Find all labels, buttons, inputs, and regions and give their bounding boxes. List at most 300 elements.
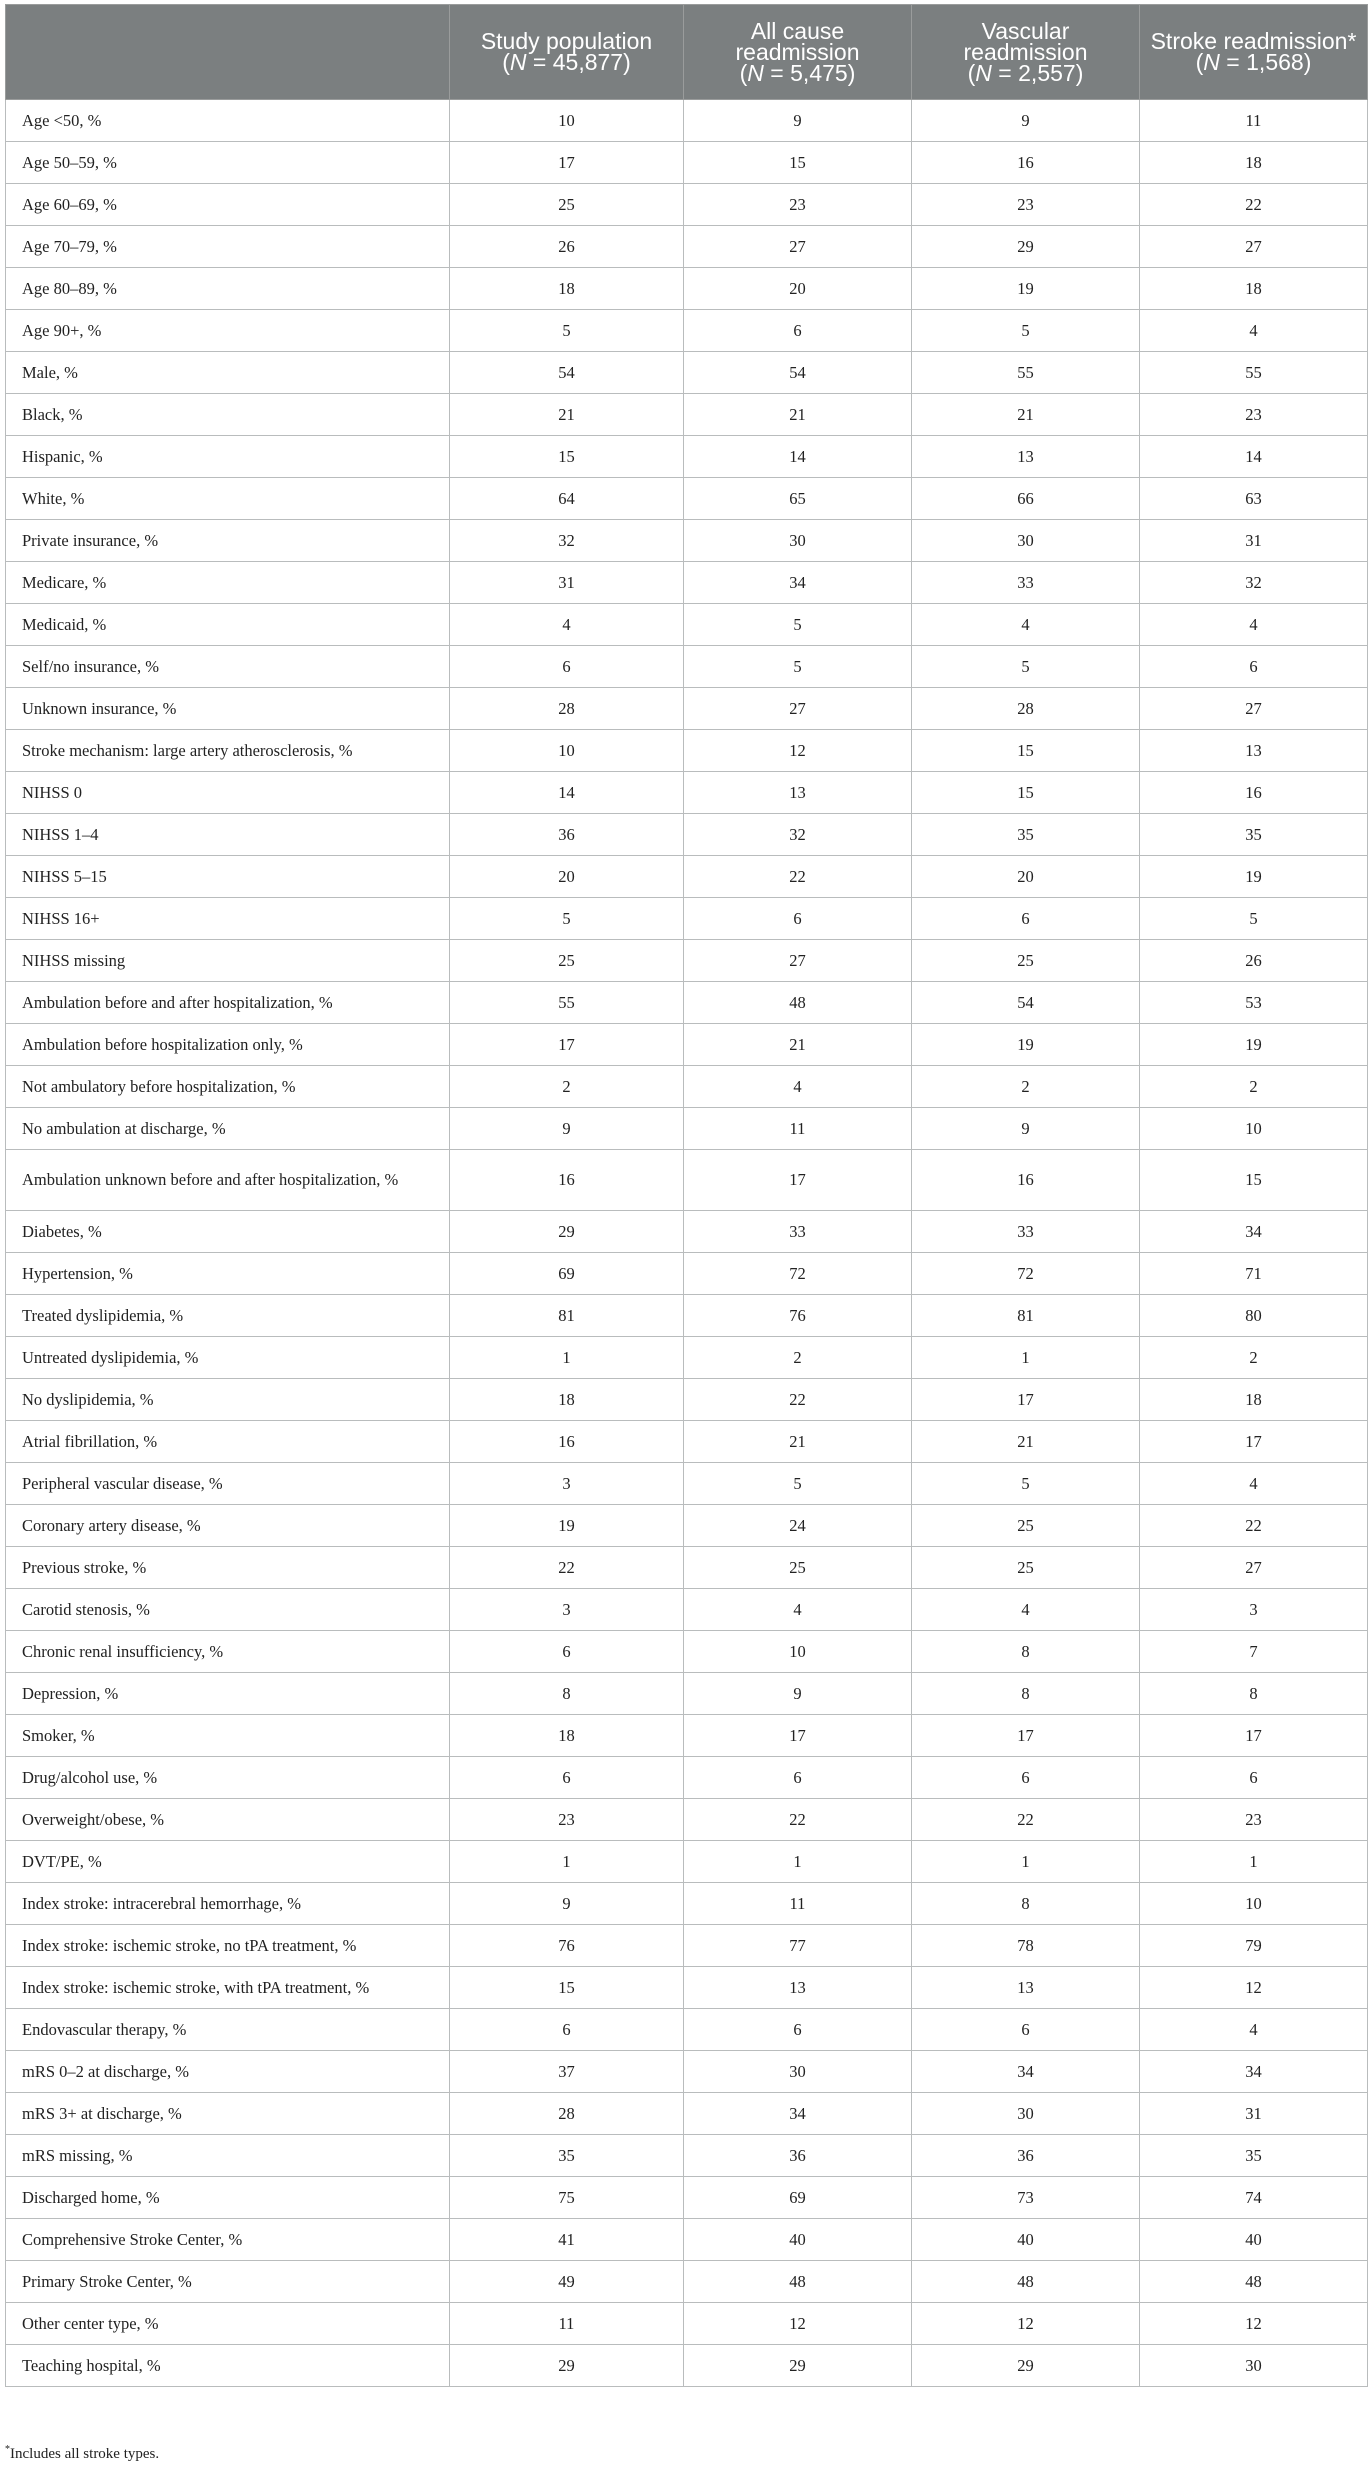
cell-value: 13	[684, 1967, 912, 2009]
row-label: Not ambulatory before hospitalization, %	[6, 1066, 450, 1108]
row-label: NIHSS 0	[6, 772, 450, 814]
row-label: Primary Stroke Center, %	[6, 2261, 450, 2303]
row-label: Self/no insurance, %	[6, 646, 450, 688]
cell-value: 5	[450, 898, 684, 940]
cell-value: 41	[450, 2219, 684, 2261]
cell-value: 23	[912, 184, 1140, 226]
row-label: Diabetes, %	[6, 1211, 450, 1253]
table-row	[6, 1253, 1368, 1295]
cell-value: 31	[1140, 520, 1368, 562]
row-label: Index stroke: ischemic stroke, with tPA treatment, %	[6, 1967, 450, 2009]
cell-value: 17	[1140, 1421, 1368, 1463]
table-row	[6, 562, 1368, 604]
cell-value: 23	[684, 184, 912, 226]
cell-value: 6	[1140, 1757, 1368, 1799]
cell-value: 6	[912, 2009, 1140, 2051]
cell-value: 69	[684, 2177, 912, 2219]
table-row	[6, 1925, 1368, 1967]
cell-value: 17	[912, 1715, 1140, 1757]
cell-value: 35	[1140, 814, 1368, 856]
cell-value: 22	[684, 856, 912, 898]
header-label: Vascular readmission	[963, 17, 1088, 65]
cell-value: 48	[684, 982, 912, 1024]
cell-value: 10	[450, 730, 684, 772]
cell-value: 29	[684, 2345, 912, 2387]
footnote: *Includes all stroke types.	[5, 2444, 160, 2462]
table-row	[6, 604, 1368, 646]
cell-value: 14	[684, 436, 912, 478]
table-row	[6, 1463, 1368, 1505]
table-header-row	[6, 5, 1368, 100]
table-row	[6, 1841, 1368, 1883]
table-row	[6, 982, 1368, 1024]
cell-value: 18	[450, 1379, 684, 1421]
cell-value: 28	[912, 688, 1140, 730]
row-label: Coronary artery disease, %	[6, 1505, 450, 1547]
cell-value: 34	[1140, 2051, 1368, 2093]
cell-value: 16	[1140, 772, 1368, 814]
cell-value: 12	[1140, 2303, 1368, 2345]
table-row	[6, 1631, 1368, 1673]
cell-value: 21	[912, 1421, 1140, 1463]
row-label: Comprehensive Stroke Center, %	[6, 2219, 450, 2261]
table-row	[6, 2177, 1368, 2219]
cell-value: 11	[684, 1108, 912, 1150]
cell-value: 14	[1140, 436, 1368, 478]
cell-value: 29	[450, 2345, 684, 2387]
cell-value: 8	[912, 1673, 1140, 1715]
cell-value: 8	[912, 1883, 1140, 1925]
cell-value: 35	[450, 2135, 684, 2177]
table-row	[6, 1150, 1368, 1211]
cell-value: 5	[684, 1463, 912, 1505]
cell-value: 3	[450, 1589, 684, 1631]
cell-value: 4	[912, 604, 1140, 646]
row-label: White, %	[6, 478, 450, 520]
cell-value: 3	[1140, 1589, 1368, 1631]
row-label: Chronic renal insufficiency, %	[6, 1631, 450, 1673]
header-stroke	[1140, 5, 1368, 100]
row-label: Age 90+, %	[6, 310, 450, 352]
cell-value: 1	[450, 1841, 684, 1883]
header-all-cause	[684, 5, 912, 100]
cell-value: 19	[912, 268, 1140, 310]
cell-value: 69	[450, 1253, 684, 1295]
row-label: Previous stroke, %	[6, 1547, 450, 1589]
cell-value: 2	[912, 1066, 1140, 1108]
cell-value: 33	[684, 1211, 912, 1253]
cell-value: 19	[1140, 856, 1368, 898]
cell-value: 30	[684, 520, 912, 562]
cell-value: 2	[1140, 1066, 1368, 1108]
cell-value: 30	[912, 520, 1140, 562]
cell-value: 11	[684, 1883, 912, 1925]
table-row	[6, 1295, 1368, 1337]
cell-value: 18	[450, 1715, 684, 1757]
table-row	[6, 2261, 1368, 2303]
cell-value: 12	[1140, 1967, 1368, 2009]
table-row	[6, 1967, 1368, 2009]
cell-value: 63	[1140, 478, 1368, 520]
cell-value: 54	[912, 982, 1140, 1024]
header-label: All cause readmission	[735, 17, 860, 65]
cell-value: 19	[912, 1024, 1140, 1066]
row-label: Other center type, %	[6, 2303, 450, 2345]
cell-value: 27	[1140, 226, 1368, 268]
table-row	[6, 1066, 1368, 1108]
cell-value: 36	[450, 814, 684, 856]
cell-value: 29	[912, 2345, 1140, 2387]
cell-value: 6	[684, 2009, 912, 2051]
cell-value: 10	[450, 100, 684, 142]
cell-value: 23	[1140, 394, 1368, 436]
cell-value: 27	[684, 940, 912, 982]
cell-value: 21	[450, 394, 684, 436]
cell-value: 81	[450, 1295, 684, 1337]
table-row	[6, 2345, 1368, 2387]
cell-value: 15	[450, 1967, 684, 2009]
row-label: mRS 3+ at discharge, %	[6, 2093, 450, 2135]
row-label: NIHSS 16+	[6, 898, 450, 940]
table-row	[6, 2093, 1368, 2135]
cell-value: 9	[912, 1108, 1140, 1150]
row-label: Index stroke: intracerebral hemorrhage, %	[6, 1883, 450, 1925]
cell-value: 20	[912, 856, 1140, 898]
cell-value: 49	[450, 2261, 684, 2303]
cell-value: 25	[450, 184, 684, 226]
row-label: Discharged home, %	[6, 2177, 450, 2219]
table-row	[6, 1799, 1368, 1841]
cell-value: 15	[684, 142, 912, 184]
table-row	[6, 1379, 1368, 1421]
cell-value: 21	[684, 1421, 912, 1463]
table-row	[6, 1547, 1368, 1589]
header-empty	[6, 5, 450, 100]
cell-value: 16	[912, 1150, 1140, 1211]
table-row	[6, 1337, 1368, 1379]
cell-value: 40	[912, 2219, 1140, 2261]
cell-value: 76	[450, 1925, 684, 1967]
cell-value: 1	[684, 1841, 912, 1883]
cell-value: 9	[450, 1883, 684, 1925]
table-row	[6, 1421, 1368, 1463]
row-label: Private insurance, %	[6, 520, 450, 562]
cell-value: 15	[450, 436, 684, 478]
cell-value: 33	[912, 1211, 1140, 1253]
cell-value: 33	[912, 562, 1140, 604]
cell-value: 20	[450, 856, 684, 898]
table-row	[6, 1211, 1368, 1253]
row-label: Age 60–69, %	[6, 184, 450, 226]
row-label: Peripheral vascular disease, %	[6, 1463, 450, 1505]
cell-value: 22	[1140, 1505, 1368, 1547]
cell-value: 34	[1140, 1211, 1368, 1253]
row-label: Teaching hospital, %	[6, 2345, 450, 2387]
row-label: mRS 0–2 at discharge, %	[6, 2051, 450, 2093]
cell-value: 18	[1140, 268, 1368, 310]
table-row	[6, 1715, 1368, 1757]
cell-value: 13	[684, 772, 912, 814]
cell-value: 8	[450, 1673, 684, 1715]
cell-value: 5	[684, 604, 912, 646]
cell-value: 30	[684, 2051, 912, 2093]
row-label: Age 70–79, %	[6, 226, 450, 268]
cell-value: 32	[450, 520, 684, 562]
row-label: Carotid stenosis, %	[6, 1589, 450, 1631]
cell-value: 31	[450, 562, 684, 604]
cell-value: 5	[684, 646, 912, 688]
cell-value: 4	[1140, 2009, 1368, 2051]
cell-value: 72	[684, 1253, 912, 1295]
table-row	[6, 646, 1368, 688]
cell-value: 34	[684, 562, 912, 604]
table-row	[6, 856, 1368, 898]
cell-value: 10	[1140, 1883, 1368, 1925]
cell-value: 22	[912, 1799, 1140, 1841]
table-row	[6, 1757, 1368, 1799]
cell-value: 17	[684, 1715, 912, 1757]
row-label: Age <50, %	[6, 100, 450, 142]
cell-value: 1	[450, 1337, 684, 1379]
cell-value: 2	[1140, 1337, 1368, 1379]
cell-value: 22	[684, 1379, 912, 1421]
cell-value: 9	[684, 1673, 912, 1715]
cell-value: 25	[450, 940, 684, 982]
cell-value: 27	[684, 226, 912, 268]
cell-value: 4	[912, 1589, 1140, 1631]
cell-value: 7	[1140, 1631, 1368, 1673]
table-row	[6, 1024, 1368, 1066]
cell-value: 55	[1140, 352, 1368, 394]
table-row	[6, 898, 1368, 940]
cell-value: 13	[912, 1967, 1140, 2009]
cell-value: 24	[684, 1505, 912, 1547]
row-label: Ambulation before hospitalization only, %	[6, 1024, 450, 1066]
cell-value: 18	[450, 268, 684, 310]
cell-value: 4	[1140, 604, 1368, 646]
cell-value: 32	[1140, 562, 1368, 604]
row-label: Atrial fibrillation, %	[6, 1421, 450, 1463]
cell-value: 74	[1140, 2177, 1368, 2219]
cell-value: 15	[1140, 1150, 1368, 1211]
cell-value: 25	[912, 940, 1140, 982]
cell-value: 5	[1140, 898, 1368, 940]
cell-value: 17	[912, 1379, 1140, 1421]
cell-value: 21	[912, 394, 1140, 436]
header-n: (N = 5,475)	[739, 59, 856, 86]
table-row	[6, 268, 1368, 310]
cell-value: 22	[684, 1799, 912, 1841]
cell-value: 71	[1140, 1253, 1368, 1295]
header-n: (N = 1,568)	[1195, 49, 1312, 75]
row-label: Unknown insurance, %	[6, 688, 450, 730]
header-label: Study population	[480, 28, 653, 54]
cell-value: 48	[1140, 2261, 1368, 2303]
table-row	[6, 2009, 1368, 2051]
row-label: Age 50–59, %	[6, 142, 450, 184]
cell-value: 4	[684, 1589, 912, 1631]
cell-value: 18	[1140, 142, 1368, 184]
cell-value: 30	[912, 2093, 1140, 2135]
table-body	[6, 100, 1368, 2387]
cell-value: 6	[450, 1631, 684, 1673]
table-row	[6, 730, 1368, 772]
cell-value: 6	[684, 1757, 912, 1799]
row-label: Hypertension, %	[6, 1253, 450, 1295]
row-label: mRS missing, %	[6, 2135, 450, 2177]
cell-value: 1	[912, 1841, 1140, 1883]
row-label: NIHSS 5–15	[6, 856, 450, 898]
table-container	[5, 4, 1367, 2387]
table-row	[6, 1673, 1368, 1715]
row-label: Endovascular therapy, %	[6, 2009, 450, 2051]
cell-value: 15	[912, 730, 1140, 772]
cell-value: 27	[684, 688, 912, 730]
cell-value: 79	[1140, 1925, 1368, 1967]
row-label: Treated dyslipidemia, %	[6, 1295, 450, 1337]
cell-value: 5	[450, 310, 684, 352]
cell-value: 17	[450, 1024, 684, 1066]
cell-value: 54	[684, 352, 912, 394]
cell-value: 27	[1140, 688, 1368, 730]
cell-value: 10	[1140, 1108, 1368, 1150]
cell-value: 6	[684, 898, 912, 940]
cell-value: 11	[450, 2303, 684, 2345]
cell-value: 21	[684, 394, 912, 436]
table-row	[6, 1505, 1368, 1547]
cell-value: 21	[684, 1024, 912, 1066]
cell-value: 2	[450, 1066, 684, 1108]
row-label: Medicare, %	[6, 562, 450, 604]
table-row	[6, 2303, 1368, 2345]
cell-value: 4	[684, 1066, 912, 1108]
cell-value: 8	[912, 1631, 1140, 1673]
row-label: Depression, %	[6, 1673, 450, 1715]
cell-value: 6	[450, 2009, 684, 2051]
cell-value: 12	[684, 2303, 912, 2345]
cell-value: 28	[450, 688, 684, 730]
cell-value: 13	[912, 436, 1140, 478]
cell-value: 9	[912, 100, 1140, 142]
cell-value: 11	[1140, 100, 1368, 142]
header-n: (N = 2,557)	[967, 59, 1084, 86]
cell-value: 12	[684, 730, 912, 772]
cell-value: 22	[450, 1547, 684, 1589]
cell-value: 16	[450, 1150, 684, 1211]
cell-value: 30	[1140, 2345, 1368, 2387]
row-label: DVT/PE, %	[6, 1841, 450, 1883]
cell-value: 9	[450, 1108, 684, 1150]
cell-value: 48	[684, 2261, 912, 2303]
cell-value: 15	[912, 772, 1140, 814]
cell-value: 23	[1140, 1799, 1368, 1841]
cell-value: 20	[684, 268, 912, 310]
table-row	[6, 2051, 1368, 2093]
cell-value: 4	[1140, 310, 1368, 352]
cell-value: 17	[1140, 1715, 1368, 1757]
cell-value: 12	[912, 2303, 1140, 2345]
cell-value: 19	[450, 1505, 684, 1547]
cell-value: 4	[450, 604, 684, 646]
cell-value: 40	[684, 2219, 912, 2261]
row-label: Untreated dyslipidemia, %	[6, 1337, 450, 1379]
table-row	[6, 226, 1368, 268]
cell-value: 6	[1140, 646, 1368, 688]
row-label: NIHSS 1–4	[6, 814, 450, 856]
table-row	[6, 1108, 1368, 1150]
table-row	[6, 2135, 1368, 2177]
cell-value: 8	[1140, 1673, 1368, 1715]
cell-value: 25	[912, 1505, 1140, 1547]
cell-value: 34	[912, 2051, 1140, 2093]
table-row	[6, 478, 1368, 520]
row-label: Index stroke: ischemic stroke, no tPA treatment, %	[6, 1925, 450, 1967]
cell-value: 64	[450, 478, 684, 520]
data-table	[5, 4, 1368, 2387]
table-row	[6, 142, 1368, 184]
cell-value: 5	[912, 310, 1140, 352]
row-label: Medicaid, %	[6, 604, 450, 646]
cell-value: 72	[912, 1253, 1140, 1295]
cell-value: 16	[912, 142, 1140, 184]
cell-value: 19	[1140, 1024, 1368, 1066]
cell-value: 5	[912, 646, 1140, 688]
row-label: NIHSS missing	[6, 940, 450, 982]
header-label: Stroke readmission*	[1150, 28, 1357, 54]
cell-value: 13	[1140, 730, 1368, 772]
row-label: No ambulation at discharge, %	[6, 1108, 450, 1150]
cell-value: 26	[1140, 940, 1368, 982]
table-row	[6, 814, 1368, 856]
cell-value: 6	[684, 310, 912, 352]
row-label: Ambulation unknown before and after hospitalization, %	[6, 1150, 450, 1211]
header-n: (N = 45,877)	[502, 49, 631, 75]
cell-value: 6	[912, 1757, 1140, 1799]
row-label: Hispanic, %	[6, 436, 450, 478]
cell-value: 53	[1140, 982, 1368, 1024]
row-label: Stroke mechanism: large artery atherosclerosis, %	[6, 730, 450, 772]
table-row	[6, 2219, 1368, 2261]
cell-value: 48	[912, 2261, 1140, 2303]
cell-value: 17	[684, 1150, 912, 1211]
cell-value: 54	[450, 352, 684, 394]
cell-value: 1	[1140, 1841, 1368, 1883]
table-row	[6, 436, 1368, 478]
cell-value: 26	[450, 226, 684, 268]
cell-value: 76	[684, 1295, 912, 1337]
cell-value: 3	[450, 1463, 684, 1505]
cell-value: 55	[912, 352, 1140, 394]
cell-value: 81	[912, 1295, 1140, 1337]
cell-value: 1	[912, 1337, 1140, 1379]
cell-value: 5	[912, 1463, 1140, 1505]
cell-value: 2	[684, 1337, 912, 1379]
table-row	[6, 310, 1368, 352]
table-row	[6, 940, 1368, 982]
table-row	[6, 520, 1368, 562]
cell-value: 78	[912, 1925, 1140, 1967]
cell-value: 34	[684, 2093, 912, 2135]
cell-value: 17	[450, 142, 684, 184]
row-label: Male, %	[6, 352, 450, 394]
cell-value: 73	[912, 2177, 1140, 2219]
table-row	[6, 100, 1368, 142]
cell-value: 31	[1140, 2093, 1368, 2135]
cell-value: 40	[1140, 2219, 1368, 2261]
cell-value: 4	[1140, 1463, 1368, 1505]
cell-value: 25	[912, 1547, 1140, 1589]
table-row	[6, 1883, 1368, 1925]
